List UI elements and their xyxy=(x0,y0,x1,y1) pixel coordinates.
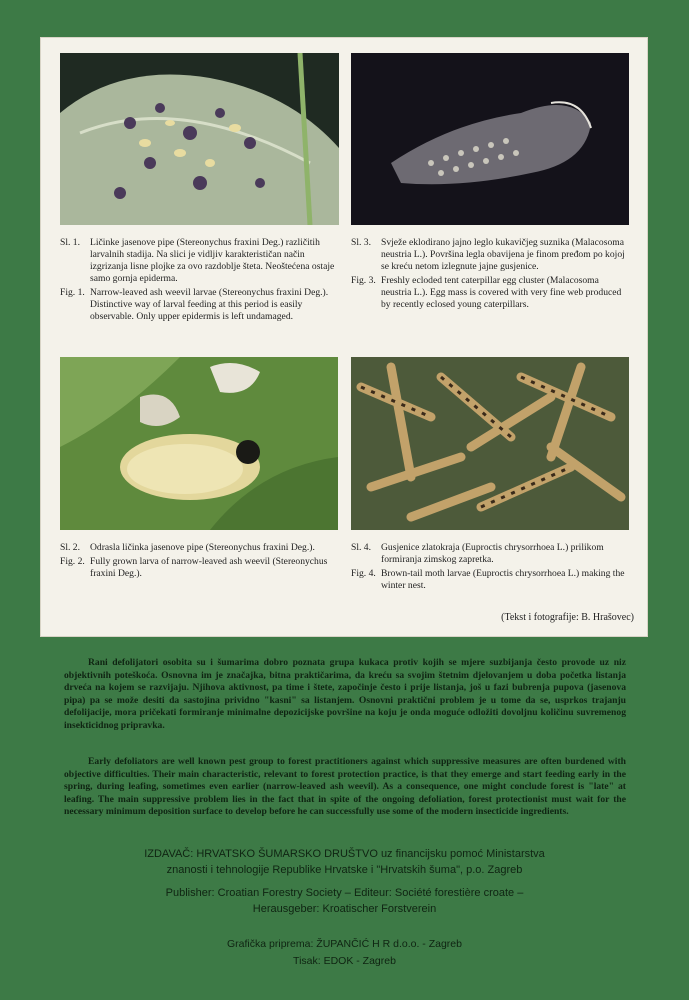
photo-ash-weevil-larvae-on-leaf xyxy=(60,53,339,225)
caption-fig3 xyxy=(351,237,631,313)
caption-fig1 xyxy=(60,237,342,325)
photo-tent-caterpillar-egg-cluster xyxy=(351,53,629,225)
caption-fig2 xyxy=(60,542,342,582)
publisher-line-2: znanosti i tehnologije Republike Hrvatske i "Hrvatskih šuma", p.o. Zagreb xyxy=(166,864,523,876)
body-text-english xyxy=(64,756,626,819)
caption-label: Sl. 4. xyxy=(351,542,371,553)
caption-label: Sl. 1. xyxy=(60,237,80,248)
caption-text-hr: Gusjenice zlatokraja (Euproctis chrysorrhoea L.) prilikom formiranja zimskog zapretka. xyxy=(381,542,604,565)
caption-text-en: Narrow-leaved ash weevil larvae (Stereonychus fraxini Deg.). Distinctive way of larval feeding at this period is easily observable. Only upper epidermis is left undamaged. xyxy=(90,287,329,322)
caption-text-en: Brown-tail moth larvae (Euproctis chrysorrhoea L.) making the winter nest. xyxy=(381,568,625,591)
publisher-line-3: Publisher: Croatian Forestry Society – Editeur: Société forestière croate – xyxy=(165,887,524,899)
caption-text-hr: Svježe eklodirano jajno leglo kukavičjeg suznika (Malacosoma neustria L.). Površina legla obavijena je finom pređom po kojoj se kreću netom izlegnute jajne gusjenice. xyxy=(381,237,625,272)
publisher-line-6: Tisak: EDOK - Zagreb xyxy=(293,955,396,967)
caption-label: Fig. 1. xyxy=(60,287,85,298)
caption-text-en: Freshly ecloded tent caterpillar egg cluster (Malacosoma neustria L.). Egg mass is covered with very fine web produced by recently eclosed young caterpillars. xyxy=(381,275,622,310)
photo-brown-tail-moth-larvae xyxy=(351,357,629,530)
caption-fig4 xyxy=(351,542,631,594)
caption-label: Sl. 2. xyxy=(60,542,80,553)
paragraph-en: Early defoliators are well known pest group to forest practitioners against which suppressive measures are often burdened with objective difficulties. Their main characteristic, relevant to forest protection practice, is that they emerge and start feeding early in the spring, during leafing, sometimes even earlier (narrow-leaved ash weevil). As a consequence, one might conclude forest is "late" at leafing. The main suppressive problem lies in the fact that in spite of the ongoing defoliation, forest protectionist must wait for the necessary minimum deposition surface to develop before he can successfully use some of the modern insecticide ingredients. xyxy=(64,756,626,818)
caption-label: Fig. 4. xyxy=(351,568,376,579)
caption-label: Fig. 2. xyxy=(60,556,85,567)
caption-label: Fig. 3. xyxy=(351,275,376,286)
photo-credit: (Tekst i fotografije: B. Hrašovec) xyxy=(501,612,634,623)
caption-text-en: Fully grown larva of narrow-leaved ash weevil (Stereonychus fraxini Deg.). xyxy=(90,556,328,579)
figure-panel xyxy=(40,37,648,637)
publisher-line-1: IZDAVAČ: HRVATSKO ŠUMARSKO DRUŠTVO uz financijsku pomoć Ministarstva xyxy=(144,848,545,860)
publisher-line-4: Herausgeber: Kroatischer Forstverein xyxy=(252,903,437,915)
paragraph-hr: Rani defolijatori osobita su i šumarima dobro poznata grupa kukaca protiv kojih se mjere suzbijanja često provode uz niz objektivnih poteškoća. Osnovna im je značajka, bitna praktičarima, da kreću sa svojim štetnim djelovanjem u doba početka listanja drveća na kojem se razvijaju. Njihova aktivnost, pa time i štete, započinje često i prije listanja, još u fazi bubrenja pupova (jasenova pipa) pa se može desiti da sastojina prividno "kasni" sa listanjem. Osnovni praktični problem je u tome da se, usprkos trajanju defolijacije, mora pričekati formiranje minimalne depozicijske površine na koju je onda moguće odložiti dovoljnu količinu suvremenog insekticidnog pripravka. xyxy=(64,657,626,731)
caption-text-hr: Odrasla ličinka jasenove pipe (Stereonychus fraxini Deg.). xyxy=(90,542,315,553)
photo-fully-grown-weevil-larva xyxy=(60,357,338,530)
caption-text-hr: Ličinke jasenove pipe (Stereonychus fraxini Deg.) različitih larvalnih stadija. Na slici je vidljiv karakterističan način izgrizanja lisne plojke za ovo razdoblje šteta. Neoštećena ostaje samo gornja epiderma. xyxy=(90,237,335,284)
body-text-croatian xyxy=(64,657,626,733)
publisher-line-5: Grafička priprema: ŽUPANČIĆ H R d.o.o. - Zagreb xyxy=(227,938,462,950)
caption-label: Sl. 3. xyxy=(351,237,371,248)
